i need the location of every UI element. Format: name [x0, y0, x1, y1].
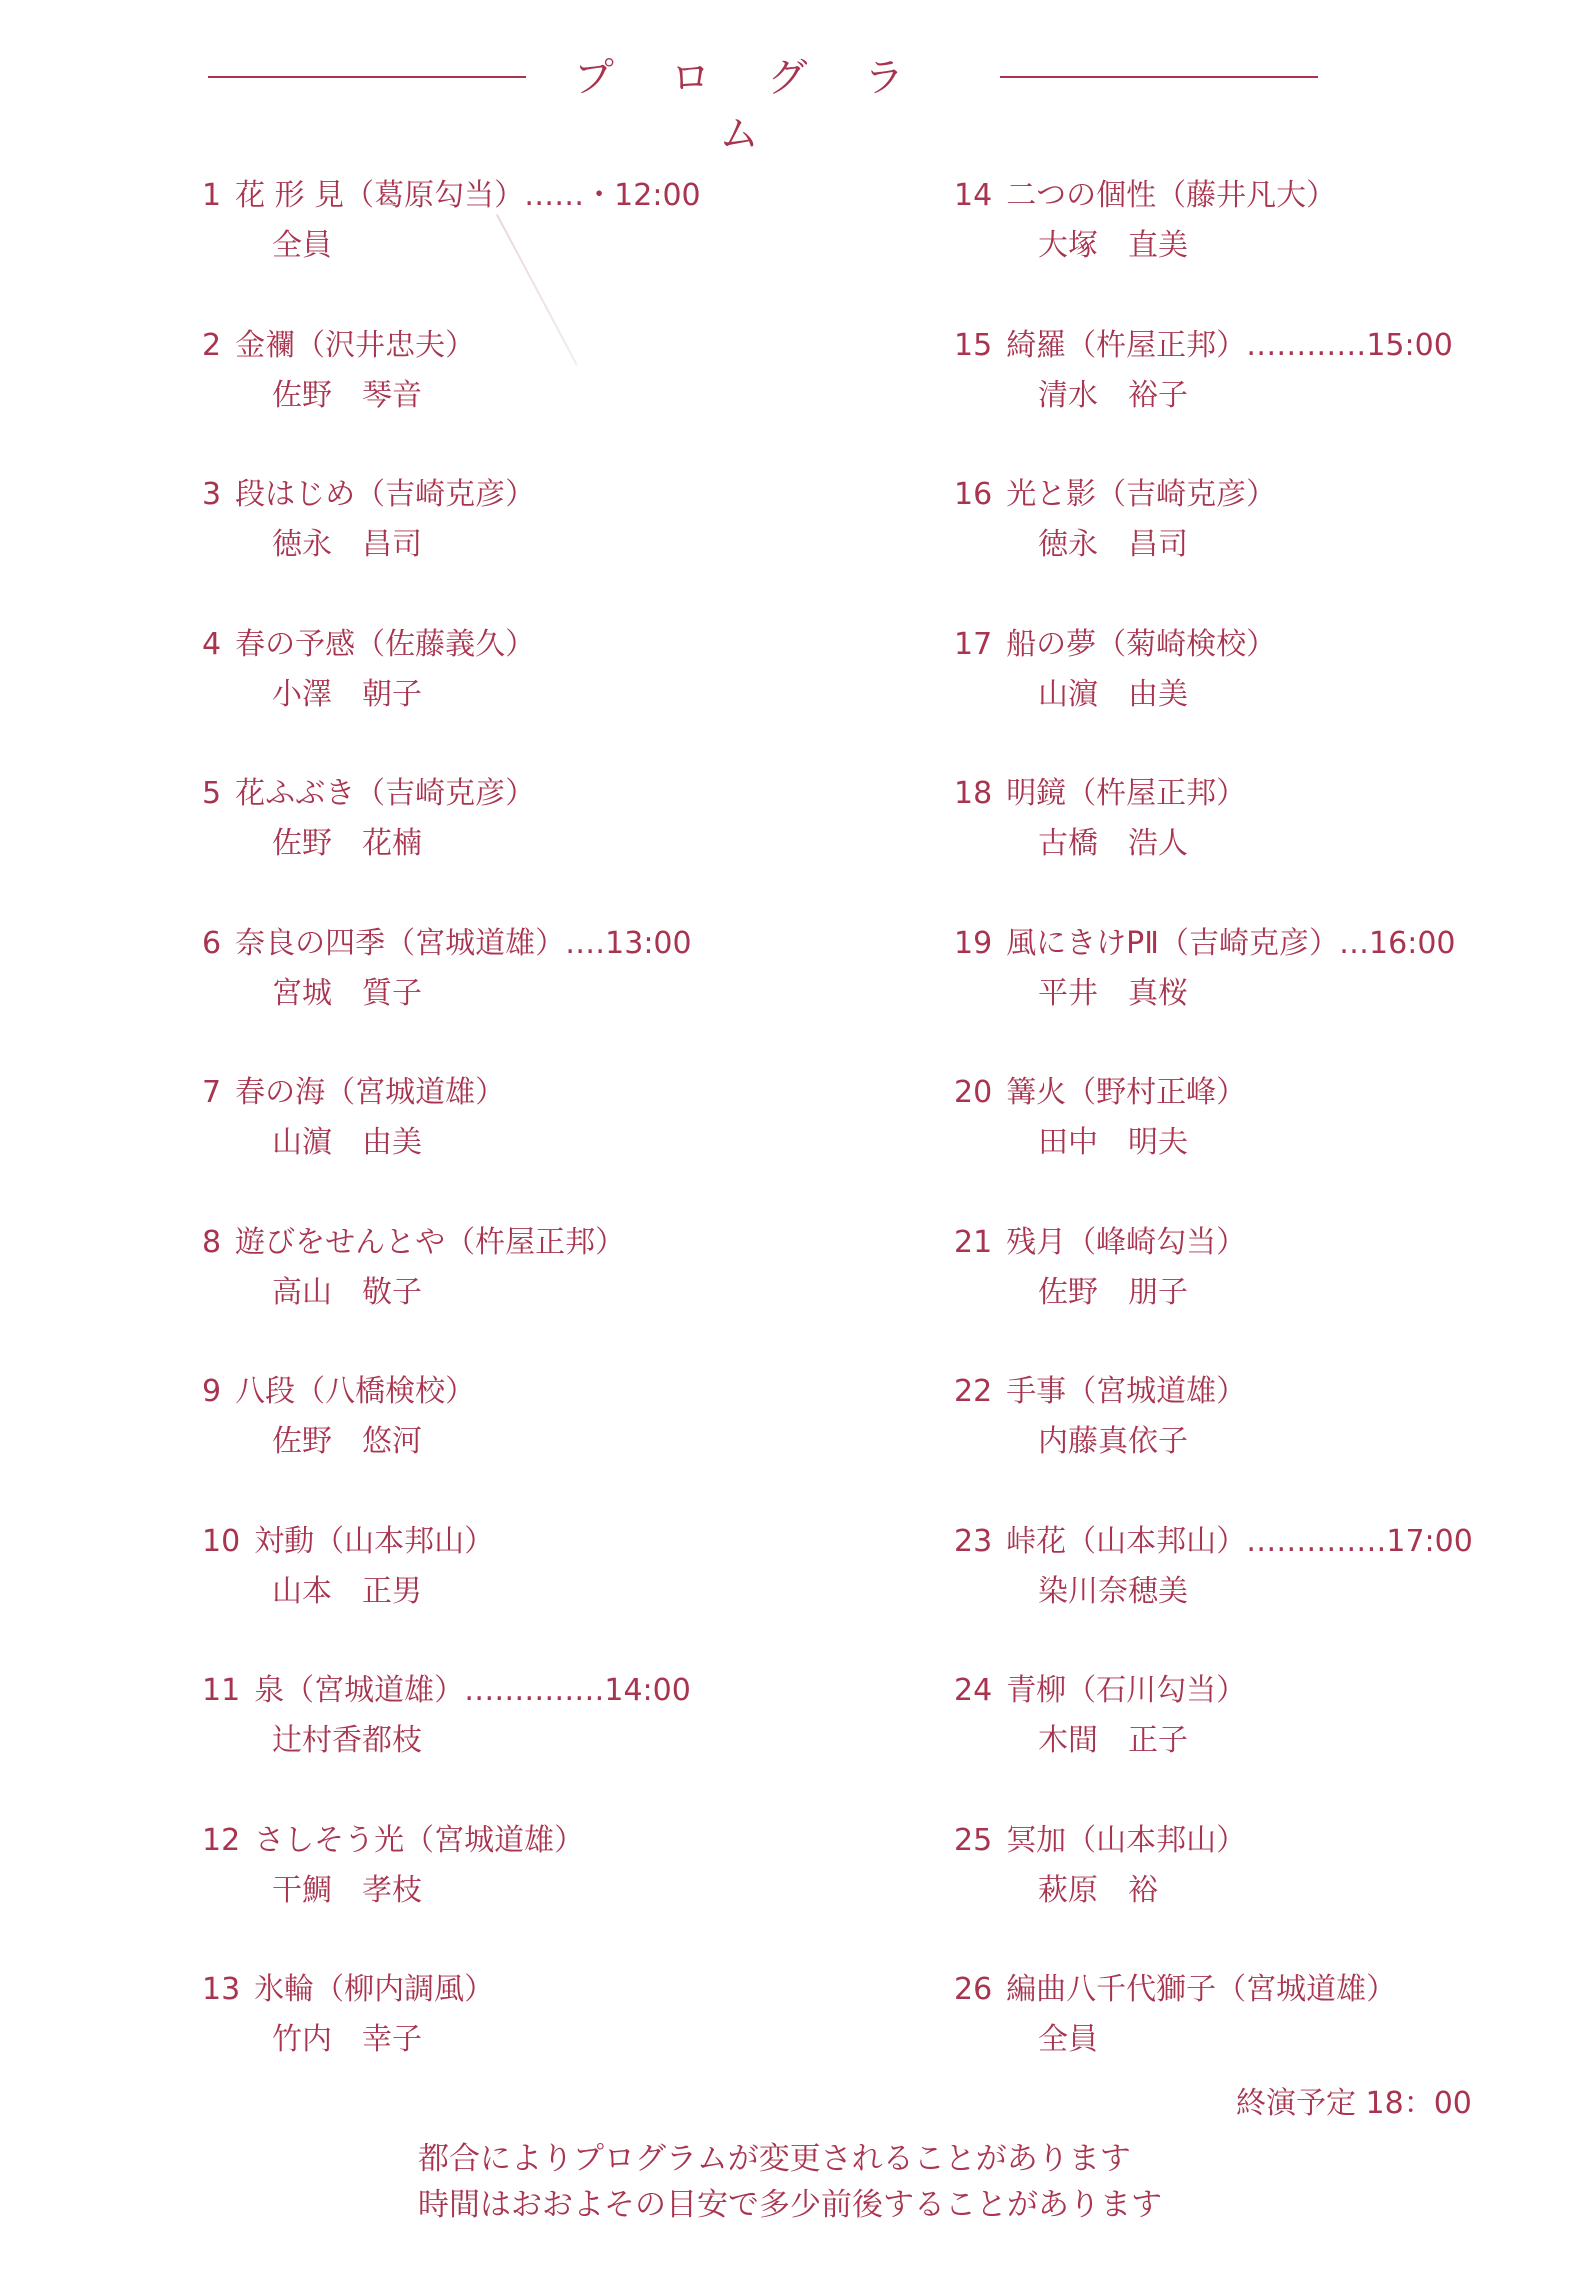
- program-item-title: 氷輪（柳内調風）: [254, 1972, 495, 2007]
- program-item-performer: 全員: [1038, 2022, 1098, 2057]
- program-item-performer: 徳永 昌司: [272, 527, 422, 562]
- program-item-title-line: [954, 924, 1594, 964]
- program-item: [954, 774, 1594, 864]
- program-item-title-line: [954, 1372, 1594, 1412]
- program-item-title: 峠花（山本邦山）‥‥‥‥‥‥‥17:00: [1006, 1523, 1473, 1559]
- program-item-title: 春の予感（佐藤義久）: [235, 626, 536, 662]
- program-item-number: 18: [954, 776, 993, 811]
- program-item: [202, 475, 962, 565]
- program-item: [202, 326, 962, 416]
- program-item: [202, 1522, 962, 1612]
- program-item-title-line: [202, 176, 962, 216]
- program-item-title: 手事（宮城道雄）: [1006, 1374, 1247, 1409]
- program-item-title: 段はじめ（吉崎克彦）: [235, 477, 536, 512]
- program-item-title-line: [954, 475, 1594, 515]
- program-item-number: 3: [202, 477, 222, 512]
- program-item-title: 対動（山本邦山）: [254, 1523, 495, 1559]
- program-item-title-line: [954, 1522, 1594, 1562]
- program-item-performer: 清水 裕子: [1038, 377, 1188, 413]
- program-item-title: 花 形 見（葛原勾当）……・12:00: [235, 178, 701, 213]
- program-item: [954, 1223, 1594, 1313]
- program-item: [954, 1073, 1594, 1163]
- program-item-performer: 宮城 質子: [272, 975, 422, 1011]
- program-item: [202, 924, 962, 1014]
- program-item-title-line: [954, 176, 1594, 216]
- program-item-performer: 平井 真桜: [1038, 975, 1188, 1011]
- program-item-title-line: [954, 1073, 1594, 1113]
- program-item-performer: 山本 正男: [272, 1573, 422, 1609]
- program-item-performer: 干鯛 孝枝: [272, 1872, 422, 1908]
- program-item-title-line: [202, 1223, 962, 1263]
- program-item-title-line: [954, 326, 1594, 366]
- program-item: [202, 1223, 962, 1313]
- program-item-performer: 大塚 直美: [1038, 228, 1188, 263]
- program-item-title-line: [202, 326, 962, 366]
- program-item: [202, 774, 962, 864]
- program-item-title: 春の海（宮城道雄）: [235, 1075, 506, 1110]
- program-item-number: 20: [954, 1075, 993, 1110]
- program-item-performer: 佐野 花楠: [272, 826, 422, 861]
- program-item-performer: 田中 明夫: [1038, 1125, 1188, 1160]
- program-item-performer: 全員: [272, 228, 332, 263]
- program-item: [954, 1522, 1594, 1612]
- program-item-title-line: [954, 625, 1594, 665]
- program-item: [954, 326, 1594, 416]
- program-item-title: 遊びをせんとや（杵屋正邦）: [235, 1224, 626, 1260]
- program-item-title: 風にきけPⅡ（吉崎克彦）…16:00: [1006, 925, 1456, 961]
- program-item-title-line: [202, 1970, 962, 2010]
- program-item-title-line: [202, 1073, 962, 1113]
- program-item-performer: 竹内 幸子: [272, 2022, 422, 2057]
- program-item: [202, 1671, 962, 1761]
- program-item-title: 二つの個性（藤井凡大）: [1006, 178, 1337, 213]
- program-item-performer: 徳永 昌司: [1038, 527, 1188, 562]
- program-item-title-line: [202, 1821, 962, 1861]
- program-item: [954, 924, 1594, 1014]
- program-item-number: 2: [202, 327, 222, 363]
- program-item-number: 9: [202, 1374, 222, 1409]
- program-item-title: 綺羅（杵屋正邦）‥‥‥‥‥‥15:00: [1006, 327, 1453, 363]
- program-item-number: 17: [954, 626, 993, 662]
- program-item: [202, 625, 962, 715]
- program-item-number: 26: [954, 1972, 993, 2007]
- program-item: [202, 1372, 962, 1462]
- program-item-title: 篝火（野村正峰）: [1006, 1075, 1247, 1110]
- end-time: 終演予定 18：00: [1236, 2086, 1472, 2121]
- program-item-number: 10: [202, 1523, 241, 1559]
- note-line-1: 都合によりプログラムが変更されることがあります: [418, 2141, 1131, 2177]
- program-item-title-line: [202, 475, 962, 515]
- program-item-title-line: [202, 774, 962, 814]
- program-item-title-line: [954, 1671, 1594, 1711]
- program-item: [954, 176, 1594, 266]
- program-item: [954, 475, 1594, 565]
- header-rule-right: [1000, 76, 1318, 78]
- program-item-performer: 佐野 朋子: [1038, 1274, 1188, 1310]
- program-item: [954, 1372, 1594, 1462]
- program-item-number: 12: [202, 1822, 241, 1858]
- program-item-title: さしそう光（宮城道雄）: [254, 1822, 585, 1858]
- program-item-title-line: [202, 1671, 962, 1711]
- program-item-title-line: [202, 1522, 962, 1562]
- program-item-title: 光と影（吉崎克彦）: [1006, 477, 1277, 512]
- program-item: [202, 1073, 962, 1163]
- program-item-number: 1: [202, 178, 222, 213]
- program-item-title: 青柳（石川勾当）: [1006, 1673, 1247, 1708]
- header-rule-left: [208, 76, 526, 78]
- program-item-number: 11: [202, 1673, 241, 1708]
- program-item-performer: 染川奈穂美: [1038, 1573, 1188, 1609]
- program-item-title: 金襴（沢井忠夫）: [235, 327, 476, 363]
- program-item-title-line: [954, 774, 1594, 814]
- program-item-title: 船の夢（菊崎検校）: [1006, 626, 1277, 662]
- program-item-number: 25: [954, 1822, 993, 1858]
- footer-notes: [418, 2136, 1162, 2228]
- program-item-title-line: [954, 1223, 1594, 1263]
- program-item-number: 14: [954, 178, 993, 213]
- program-item-performer: 小澤 朝子: [272, 676, 422, 712]
- program-item: [202, 176, 962, 266]
- program-item-number: 19: [954, 925, 993, 961]
- program-item-number: 5: [202, 776, 222, 811]
- program-item-title-line: [202, 625, 962, 665]
- program-item-number: 7: [202, 1075, 222, 1110]
- program-item: [202, 1970, 962, 2060]
- program-item-number: 15: [954, 327, 993, 363]
- program-item-number: 13: [202, 1972, 241, 2007]
- program-item-number: 22: [954, 1374, 993, 1409]
- program-item-title-line: [202, 1372, 962, 1412]
- program-item-number: 21: [954, 1224, 993, 1260]
- program-item-title: 八段（八橋検校）: [235, 1374, 476, 1409]
- program-item-performer: 内藤真依子: [1038, 1424, 1188, 1459]
- note-line-2: 時間はおおよその目安で多少前後することがあります: [418, 2187, 1162, 2223]
- program-item-performer: 木間 正子: [1038, 1723, 1188, 1758]
- program-item-title: 奈良の四季（宮城道雄）‥‥13:00: [235, 925, 692, 961]
- program-item-performer: 辻村香都枝: [272, 1723, 422, 1758]
- program-item: [954, 1821, 1594, 1911]
- program-item-title-line: [954, 1970, 1594, 2010]
- program-item-performer: 古橋 浩人: [1038, 826, 1188, 861]
- program-item-title: 花ふぶき（吉崎克彦）: [235, 776, 536, 811]
- program-item-number: 6: [202, 925, 222, 961]
- program-item-performer: 佐野 琴音: [272, 377, 422, 413]
- program-item-number: 16: [954, 477, 993, 512]
- program-item-performer: 萩原 裕: [1038, 1872, 1158, 1908]
- program-item-title: 冥加（山本邦山）: [1006, 1822, 1247, 1858]
- program-item-title-line: [954, 1821, 1594, 1861]
- program-item: [202, 1821, 962, 1911]
- program-item: [954, 1970, 1594, 2060]
- program-item-performer: 山濵 由美: [272, 1125, 422, 1160]
- program-item-number: 24: [954, 1673, 993, 1708]
- program-item-title: 残月（峰崎勾当）: [1006, 1224, 1247, 1260]
- program-item-performer: 佐野 悠河: [272, 1424, 422, 1459]
- program-item-title-line: [202, 924, 962, 964]
- program-item-title: 明鏡（杵屋正邦）: [1006, 776, 1247, 811]
- program-item-title: 泉（宮城道雄）‥‥‥‥‥‥‥14:00: [254, 1673, 691, 1708]
- program-item-number: 8: [202, 1224, 222, 1260]
- page-title: プ ロ グ ラ ム: [573, 55, 927, 157]
- program-item: [954, 1671, 1594, 1761]
- program-item-number: 23: [954, 1523, 993, 1559]
- program-item-title: 編曲八千代獅子（宮城道雄）: [1006, 1972, 1397, 2007]
- program-item-performer: 山濵 由美: [1038, 676, 1188, 712]
- program-item-performer: 高山 敬子: [272, 1274, 422, 1310]
- program-item: [954, 625, 1594, 715]
- program-item-number: 4: [202, 626, 222, 662]
